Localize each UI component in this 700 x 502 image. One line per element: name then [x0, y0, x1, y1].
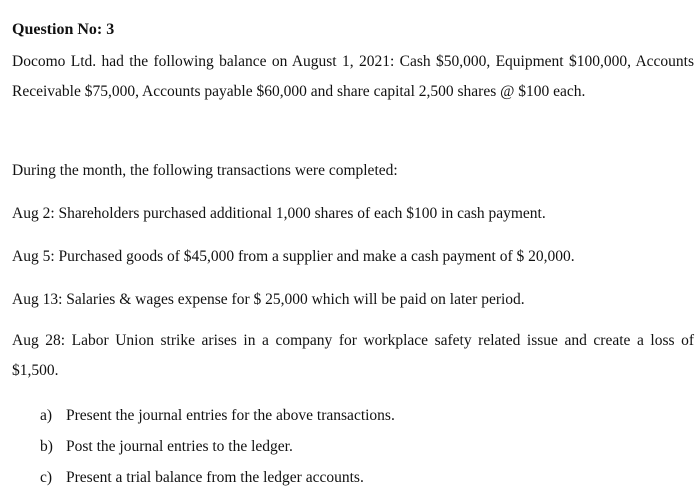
transaction-aug-13: Aug 13: Salaries & wages expense for $ 25,000 which will be paid on later period.	[12, 291, 525, 308]
transaction-aug-5: Aug 5: Purchased goods of $45,000 from a supplier and make a cash payment of $ 20,000.	[12, 248, 575, 265]
during-month-paragraph: During the month, the following transactions were completed:	[12, 162, 398, 179]
task-text: Post the journal entries to the ledger.	[66, 438, 293, 455]
task-marker: c)	[40, 469, 53, 486]
task-text: Present the journal entries for the above transactions.	[66, 407, 395, 424]
question-heading: Question No: 3	[12, 21, 115, 38]
task-text: Present a trial balance from the ledger accounts.	[66, 469, 364, 486]
task-list	[40, 402, 395, 495]
transaction-aug-2: Aug 2: Shareholders purchased additional 1,000 shares of each $100 in cash payment.	[12, 205, 546, 222]
task-marker: a)	[40, 407, 53, 424]
opening-balances-paragraph: Docomo Ltd. had the following balance on August 1, 2021: Cash $50,000, Equipment $100,000, Accounts Receivable $75,000, Accounts payable $60,000 and share capital 2,500 shares @ $100 each.	[12, 53, 694, 100]
task-item	[40, 402, 395, 433]
task-item	[40, 464, 395, 495]
task-item	[40, 433, 395, 464]
task-marker: b)	[40, 438, 53, 455]
transaction-aug-28: Aug 28: Labor Union strike arises in a company for workplace safety related issue and create a loss of $1,500.	[12, 332, 694, 379]
